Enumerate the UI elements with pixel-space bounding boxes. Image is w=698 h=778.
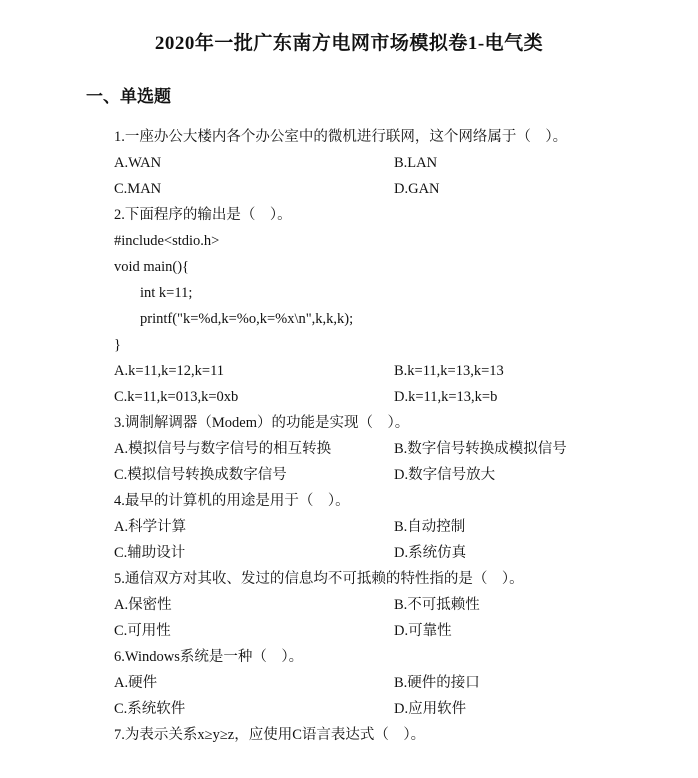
question-stem: 7.为表示关系x≥y≥z，应使用C语言表达式（ ）。 [114, 727, 426, 743]
option-b: B.k=11,k=13,k=13 [394, 363, 504, 379]
option-b: B.数字信号转换成模拟信号 [394, 441, 567, 457]
question-stem: 1.一座办公大楼内各个办公室中的微机进行联网，这个网络属于（ ）。 [114, 129, 568, 145]
option-a: A.WAN [114, 155, 162, 171]
question-stem: 4.最早的计算机的用途是用于（ ）。 [114, 493, 350, 509]
question-stem: 3.调制解调器（Modem）的功能是实现（ ）。 [114, 415, 410, 431]
option-a: A.硬件 [114, 675, 158, 691]
option-d: D.应用软件 [394, 701, 467, 717]
option-d: D.GAN [394, 181, 440, 197]
question-stem: 6.Windows系统是一种（ ）。 [114, 649, 304, 665]
option-a: A.科学计算 [114, 519, 187, 535]
option-a: A.模拟信号与数字信号的相互转换 [114, 441, 332, 457]
option-a: A.k=11,k=12,k=11 [114, 363, 225, 379]
code-line: void main(){ [114, 259, 190, 275]
question-stem: 2.下面程序的输出是（ ）。 [114, 207, 292, 223]
option-d: D.数字信号放大 [394, 467, 496, 483]
option-c: C.模拟信号转换成数字信号 [114, 467, 287, 483]
option-a: A.保密性 [114, 597, 172, 613]
option-b: B.不可抵赖性 [394, 597, 480, 613]
code-line: int k=11; [140, 285, 193, 301]
option-d: D.k=11,k=13,k=b [394, 389, 498, 405]
option-b: B.硬件的接口 [394, 675, 480, 691]
code-line: } [114, 337, 121, 353]
option-c: C.可用性 [114, 623, 171, 639]
option-b: B.自动控制 [394, 519, 466, 535]
code-line: #include<stdio.h> [114, 233, 220, 249]
option-c: C.系统软件 [114, 701, 186, 717]
option-c: C.辅助设计 [114, 545, 186, 561]
section-heading: 一、单选题 [86, 87, 171, 106]
option-d: D.可靠性 [394, 623, 452, 639]
page-title: 2020年一批广东南方电网市场模拟卷1-电气类 [154, 33, 544, 54]
code-line: printf("k=%d,k=%o,k=%x\n",k,k,k); [140, 311, 354, 327]
question-stem: 5.通信双方对其收、发过的信息均不可抵赖的特性指的是（ ）。 [114, 571, 524, 587]
option-c: C.k=11,k=013,k=0xb [114, 389, 239, 405]
option-b: B.LAN [394, 155, 438, 171]
option-c: C.MAN [114, 181, 162, 197]
option-d: D.系统仿真 [394, 545, 467, 561]
